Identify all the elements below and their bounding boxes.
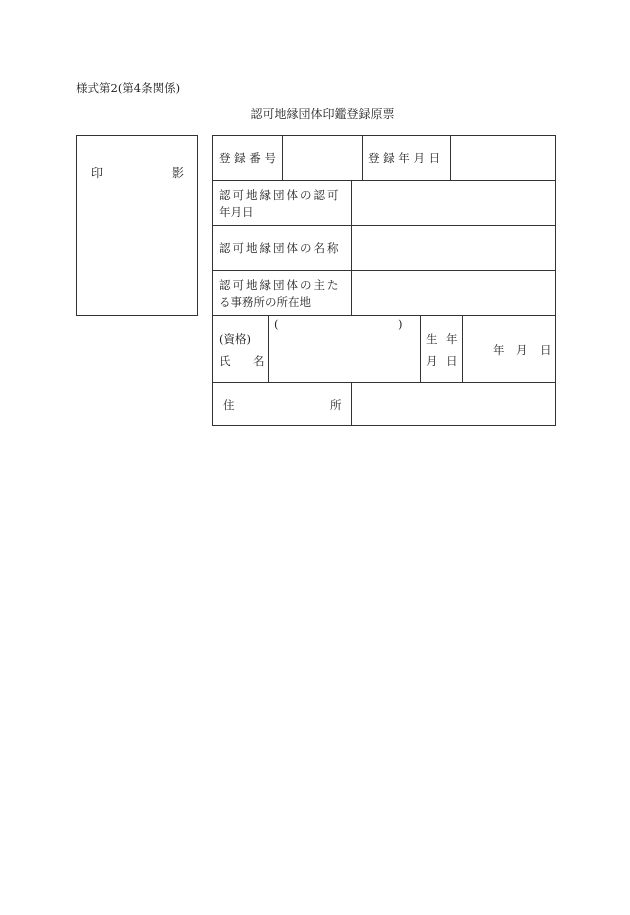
birth-label-3: 月 — [426, 354, 438, 368]
col-divider — [450, 136, 451, 180]
document-title: 認可地縁団体印鑑登録原票 — [250, 107, 395, 121]
seal-label-right: 影 — [171, 166, 184, 180]
qualification-close-paren: ) — [398, 317, 403, 331]
row-divider — [213, 180, 555, 181]
group-name-label: 認可地縁団体の名称 — [219, 241, 341, 255]
birth-date-day: 日 — [540, 343, 552, 357]
registration-number-label: 登 録 番 号 — [219, 151, 276, 165]
qualification-open-paren: ( — [274, 317, 279, 331]
office-address-label-line1: 認可地縁団体の主た — [219, 278, 341, 292]
qualification-label: (資格) — [219, 332, 251, 346]
address-label-a: 住 — [223, 398, 235, 412]
registration-form-table — [212, 135, 556, 426]
col-divider — [351, 382, 352, 426]
name-label-a: 氏 — [219, 354, 231, 368]
office-address-label-line2: る事務所の所在地 — [219, 295, 311, 309]
seal-impression-box — [76, 135, 198, 316]
col-divider — [351, 180, 352, 315]
col-divider — [462, 315, 463, 382]
birth-date-year: 年 — [493, 343, 505, 357]
col-divider — [268, 315, 269, 382]
row-divider — [213, 315, 555, 316]
form-number: 様式第2(第4条関係) — [76, 81, 181, 95]
name-label-b: 名 — [253, 354, 265, 368]
col-divider — [282, 136, 283, 180]
birth-label-1: 生 — [426, 332, 438, 346]
approval-date-label-line2: 年月日 — [219, 205, 254, 219]
birth-label-4: 日 — [446, 354, 458, 368]
col-divider — [362, 136, 363, 180]
row-divider — [213, 270, 555, 271]
address-label-b: 所 — [330, 398, 342, 412]
col-divider — [420, 315, 421, 382]
approval-date-label-line1: 認可地縁団体の認可 — [219, 188, 341, 202]
row-divider — [213, 382, 555, 383]
row-divider — [213, 225, 555, 226]
registration-date-label: 登 録 年 月 日 — [368, 151, 441, 165]
birth-date-month: 月 — [516, 343, 528, 357]
birth-label-2: 年 — [446, 332, 458, 346]
seal-label-left: 印 — [91, 166, 104, 180]
